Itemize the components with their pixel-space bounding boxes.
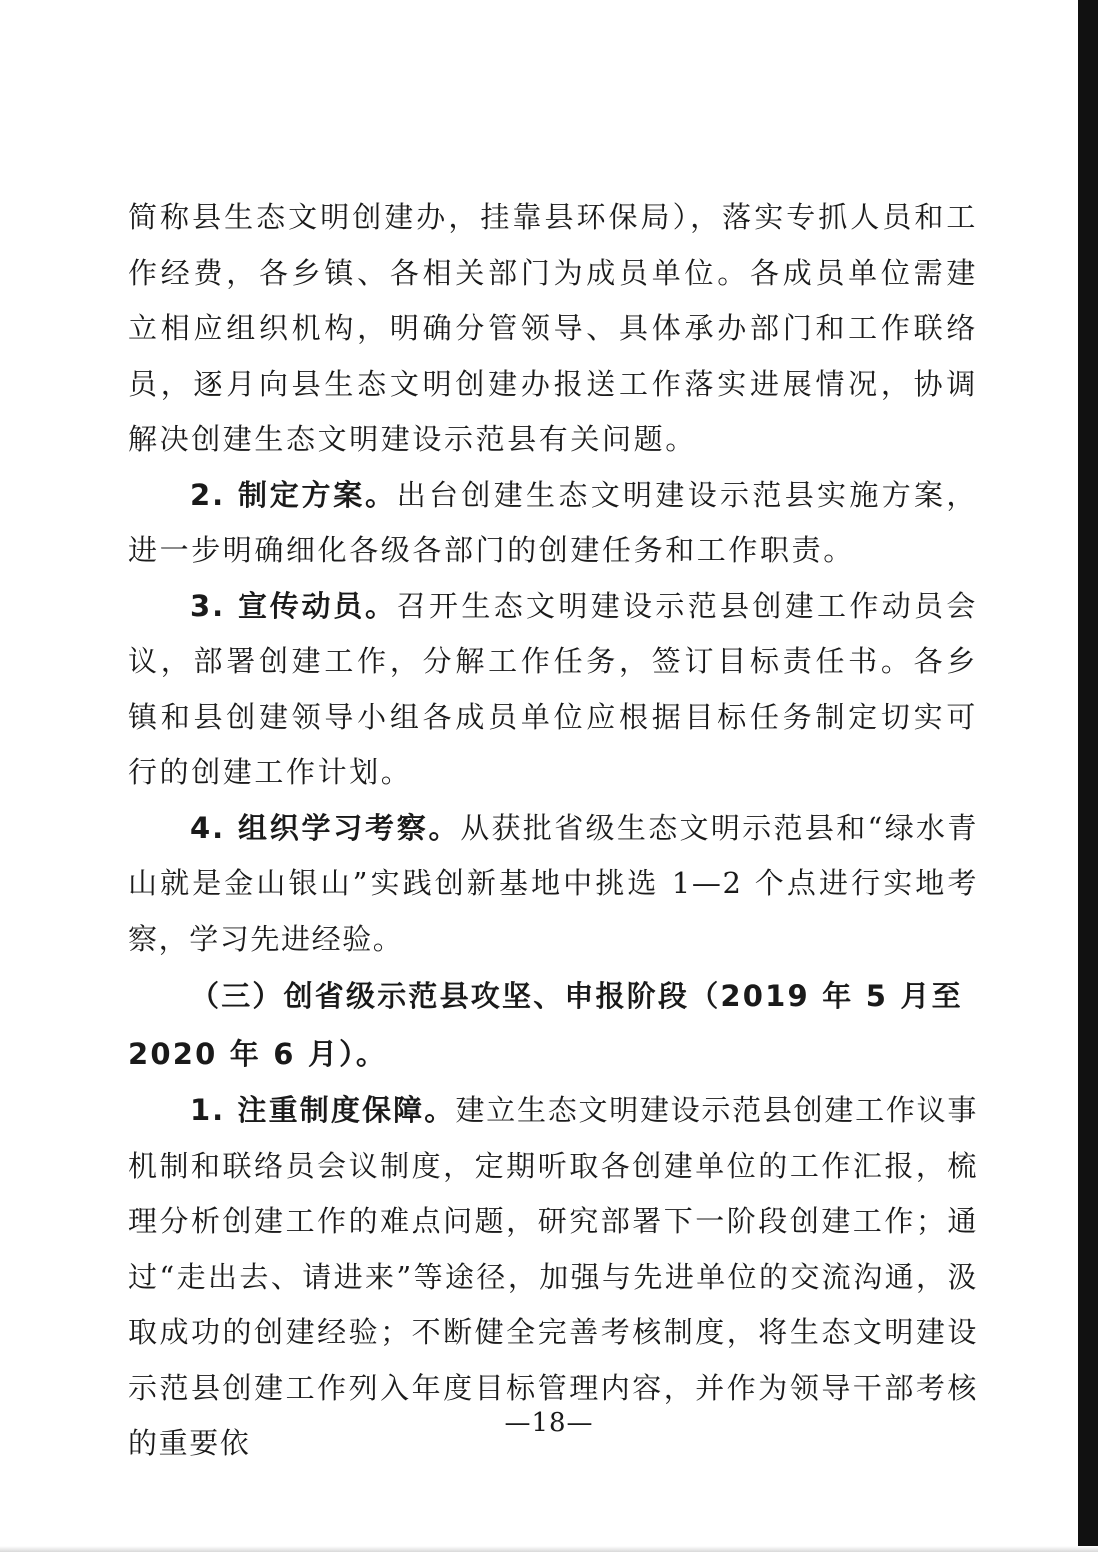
document-body — [128, 190, 978, 1472]
item-text: 从获批省级生态文明示范县和“绿水青山就是金山银山”实践创新基地中挑选 1—2 个点进行实地考察，学习先进经验。 — [128, 810, 978, 956]
item-text: 出台创建生态文明建设示范县实施方案，进一步明确细化各级各部门的创建任务和工作职责。 — [128, 477, 978, 567]
paragraph-mobilize — [128, 579, 978, 801]
section-heading-stage-three: （三）创省级示范县攻坚、申报阶段（2019 年 5 月至 2020 年 6 月）。 — [128, 979, 963, 1071]
item-title: 2. 制定方案。 — [190, 477, 397, 512]
scan-shadow — [0, 1546, 1098, 1552]
item-title: 3. 宣传动员。 — [190, 588, 397, 623]
item-text: 建立生态文明建设示范县创建工作议事机制和联络员会议制度，定期听取各创建单位的工作汇报，梳理分析创建工作的难点问题，研究部署下一阶段创建工作；通过“走出去、请进来”等途径，加强与先进单位的交流沟通，汲取成功的创建经验；不断健全完善考核制度，将生态文明建设示范县创建工作列入年度目标管理内容，并作为领导干部考核的重要依 — [128, 1093, 979, 1460]
paragraph-office-setup — [128, 190, 978, 468]
page-number: —18— — [504, 1408, 594, 1438]
paragraph-study-tour — [128, 801, 978, 968]
paragraph-make-plan — [128, 468, 978, 579]
scan-border — [1078, 0, 1098, 1552]
item-title: 1. 注重制度保障。 — [190, 1093, 456, 1127]
item-title: 4. 组织学习考察。 — [190, 810, 461, 845]
paragraph-text: 简称县生态文明创建办，挂靠县环保局），落实专抓人员和工作经费，各乡镇、各相关部门为成员单位。各成员单位需建立相应组织机构，明确分管领导、具体承办部门和工作联络员，逐月向县生态文明创建办报送工作落实进展情况，协调解决创建生态文明建设示范县有关问题。 — [128, 200, 978, 456]
item-text: 召开生态文明建设示范县创建工作动员会议，部署创建工作，分解工作任务，签订目标责任书。各乡镇和县创建领导小组各成员单位应根据目标任务制定切实可行的创建工作计划。 — [128, 588, 978, 789]
